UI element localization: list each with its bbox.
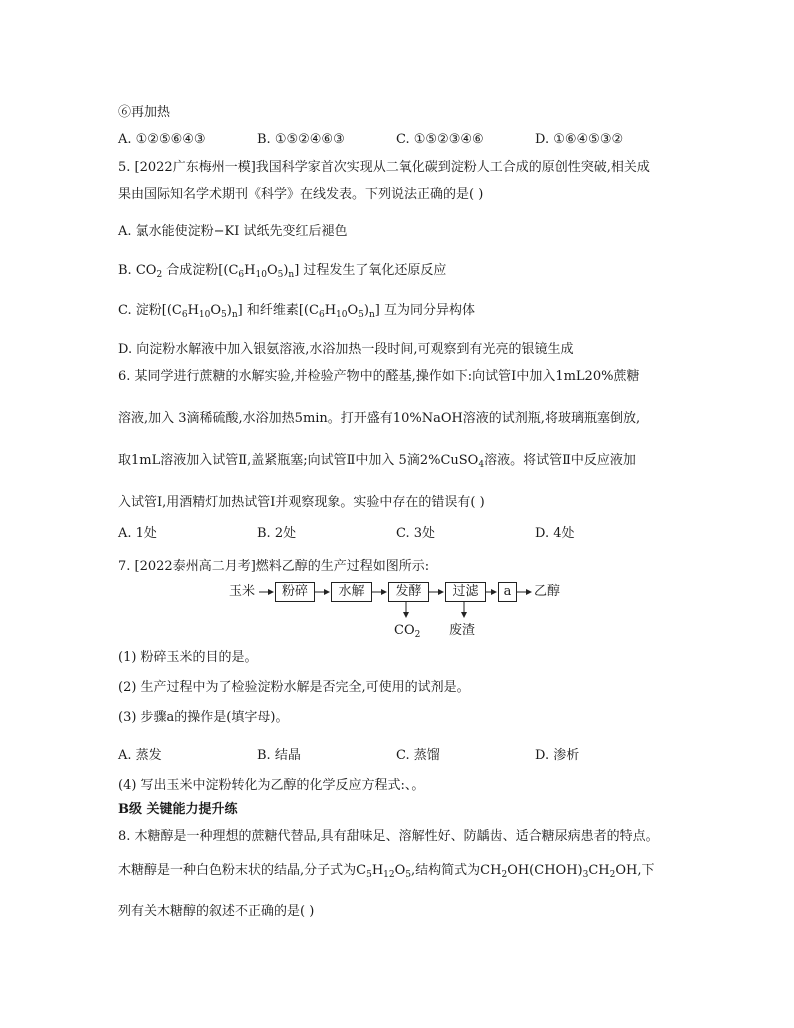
- q5b-sub: 2: [156, 270, 163, 280]
- q7-option-b[interactable]: B. 结晶: [257, 748, 301, 763]
- q5c-text: O: [347, 303, 359, 318]
- q8-text: O: [394, 863, 406, 878]
- q7-sub4: (4) 写出玉米中淀粉转化为乙醇的化学反应方程式:、。: [118, 778, 425, 793]
- flow-step-ferment: 发酵: [388, 582, 429, 602]
- q4-option-b[interactable]: B. ①⑤②④⑥③: [257, 132, 345, 147]
- flow-step-a: a: [498, 582, 517, 602]
- q8-sub: 5: [366, 870, 372, 880]
- q6-stem-line2: 溶液,加入 3滴稀硫酸,水浴加热5min。打开盛有10%NaOH溶液的试剂瓶,将玻璃瓶塞倒放,: [118, 411, 641, 426]
- q5c-sub: n: [231, 310, 238, 320]
- q5b-sub: 5: [277, 270, 284, 280]
- q7-sub3: (3) 步骤a的操作是(填字母)。: [118, 710, 289, 725]
- q5b-sub: 10: [255, 270, 267, 280]
- q5b-text: 合成淀粉[(C: [162, 263, 239, 278]
- q7-sub1: (1) 粉碎玉米的目的是。: [118, 650, 258, 665]
- q8-sub: 2: [609, 870, 616, 880]
- q5c-text: ): [226, 303, 232, 318]
- q5b-sub: n: [288, 270, 295, 280]
- q7-option-c[interactable]: C. 蒸馏: [396, 748, 440, 763]
- q4-step6: ⑥再加热: [118, 105, 171, 120]
- q7-option-d[interactable]: D. 渗析: [535, 748, 580, 763]
- q6-option-b[interactable]: B. 2处: [257, 526, 297, 541]
- q5-option-a[interactable]: A. 氯水能使淀粉−KI 试纸先变红后褪色: [118, 224, 348, 239]
- q5c-sub: 5: [221, 310, 227, 320]
- q8-text: OH(CHOH): [507, 863, 583, 878]
- q8-stem-line2: [118, 862, 655, 880]
- co2-text: CO: [394, 623, 415, 638]
- flow-end-label: 乙醇: [534, 584, 561, 599]
- q8-sub: 12: [383, 870, 395, 880]
- q8-text: ,结构简式为CH: [411, 863, 502, 878]
- q6-sub: 4: [478, 460, 485, 470]
- q5c-sub: 10: [336, 310, 348, 320]
- flow-start-label: 玉米: [229, 584, 256, 599]
- q5b-text: ): [283, 263, 289, 278]
- q5c-sub: 6: [318, 310, 325, 320]
- q8-sub: 5: [405, 870, 412, 880]
- q8-stem-line3: 列有关木糖醇的叙述不正确的是( ): [118, 904, 315, 919]
- q6-text: 取1mL溶液加入试管Ⅱ,盖紧瓶塞;向试管Ⅱ中加入 5滴2%CuSO: [118, 453, 479, 468]
- q5b-text: O: [266, 263, 278, 278]
- q6-option-c[interactable]: C. 3处: [396, 526, 436, 541]
- q6-text: 溶液。将试管Ⅱ中反应液加: [484, 453, 636, 468]
- q8-text: H: [371, 863, 384, 878]
- flow-step-filter: 过滤: [445, 582, 486, 602]
- q5c-sub: 6: [181, 310, 188, 320]
- q8-sub: 3: [582, 870, 589, 880]
- q4-option-d[interactable]: D. ①⑥④⑤③②: [535, 132, 624, 147]
- q5c-text: O: [210, 303, 222, 318]
- q4-option-a[interactable]: A. ①②⑤⑥④③: [118, 132, 206, 147]
- q5c-sub: 10: [198, 310, 211, 320]
- q6-option-d[interactable]: D. 4处: [535, 526, 575, 541]
- flow-step-crush: 粉碎: [275, 582, 315, 602]
- q5c-text: H: [324, 303, 337, 318]
- q5c-text: C. 淀粉[(C: [118, 303, 182, 318]
- q6-option-a[interactable]: A. 1处: [118, 526, 157, 541]
- flow-co2-label: [394, 622, 420, 640]
- q7-option-a[interactable]: A. 蒸发: [118, 748, 162, 763]
- q5c-text: H: [187, 303, 199, 318]
- section-b-heading: B级 关键能力提升练: [118, 802, 238, 817]
- q4-option-c[interactable]: C. ①⑤②③④⑥: [396, 132, 484, 147]
- q6-stem-line4: 入试管Ⅰ,用酒精灯加热试管Ⅰ并观察现象。实验中存在的错误有( ): [118, 495, 485, 510]
- q5b-sub: 6: [238, 270, 245, 280]
- q5b-text: ] 过程发生了氧化还原反应: [294, 263, 447, 278]
- q5c-sub: n: [368, 310, 375, 320]
- q7-sub2: (2) 生产过程中为了检验淀粉水解是否完全,可使用的试剂是。: [118, 680, 470, 695]
- q5b-text: H: [244, 263, 256, 278]
- q8-sub: 2: [501, 870, 508, 880]
- co2-sub: 2: [414, 630, 421, 640]
- q5-stem-line2: 果由国际知名学术期刊《科学》在线发表。下列说法正确的是( ): [118, 187, 484, 202]
- q5-stem-line1: 5. [2022广东梅州一模]我国科学家首次实现从二氧化碳到淀粉人工合成的原创性突破,相关成: [118, 160, 650, 175]
- q6-stem-line1: 6. 某同学进行蔗糖的水解实验,并检验产物中的醛基,操作如下:向试管Ⅰ中加入1mL20%蔗糖: [118, 369, 640, 384]
- q7-stem: 7. [2022泰州高二月考]燃料乙醇的生产过程如图所示:: [118, 559, 430, 574]
- q5c-text: ): [363, 303, 369, 318]
- q8-stem-line1: 8. 木糖醇是一种理想的蔗糖代替品,具有甜味足、溶解性好、防龋齿、适合糖尿病患者的特点。: [118, 829, 659, 844]
- q8-text: CH: [588, 863, 610, 878]
- q5b-text: B. CO: [118, 263, 157, 278]
- flow-step-hydrolysis: 水解: [331, 582, 372, 602]
- q5-option-d[interactable]: D. 向淀粉水解液中加入银氨溶液,水浴加热一段时间,可观察到有光亮的银镜生成: [118, 342, 574, 357]
- q8-text: OH,下: [615, 863, 655, 878]
- q5c-text: ] 互为同分异构体: [374, 303, 475, 318]
- flow-waste-label: 废渣: [449, 623, 476, 638]
- q8-text: 木糖醇是一种白色粉末状的结晶,分子式为C: [118, 863, 367, 878]
- q5c-text: ] 和纤维素[(C: [237, 303, 319, 318]
- q5c-sub: 5: [358, 310, 364, 320]
